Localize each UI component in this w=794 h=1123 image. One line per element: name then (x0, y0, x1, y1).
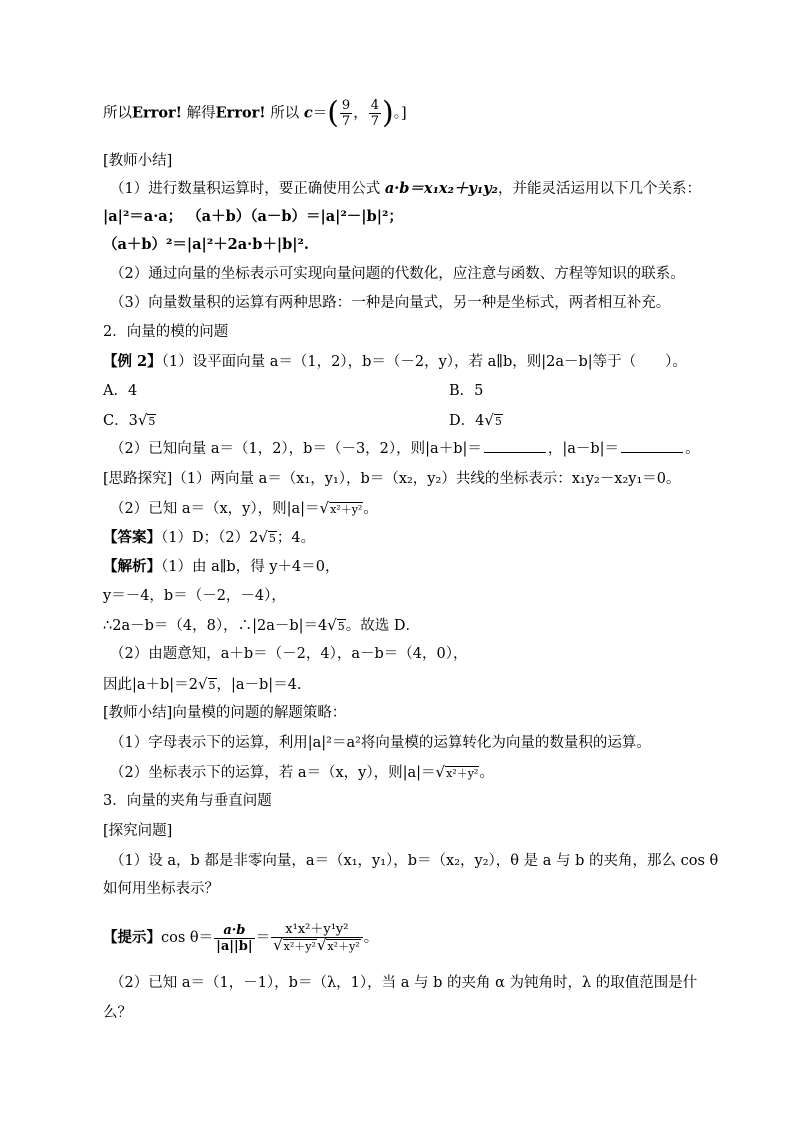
text: ；4。 (276, 530, 316, 546)
sqrt: √5 (484, 411, 502, 429)
section-heading-3: 3．向量的夹角与垂直问题 (103, 793, 272, 809)
answer-blank (484, 440, 546, 453)
text: （1）进行数量积运算时，要正确使用公式 (110, 181, 385, 197)
text: [思路探究]（1）两向量 a＝（x₁，y₁），b＝（x₂，y₂）共线的坐标表示：x₁y₂－x₂y₁＝0。 (103, 471, 681, 487)
summary-item-1 (110, 179, 701, 199)
text: ∴2a－b＝（4，8），∴|2a－b|＝4 (103, 618, 328, 634)
explore-question-2-cont: 么？ (103, 1005, 132, 1021)
error-text: Error! (132, 104, 183, 122)
text: （1）由 a∥b，得 y＋4＝0， (161, 559, 340, 575)
hint-tag: 【提示】 (103, 929, 161, 946)
teacher-summary-2: [教师小结]向量模的问题的解题策略： (103, 705, 347, 721)
summary-relation-2 (103, 235, 309, 255)
option-b: B．5 (449, 383, 484, 399)
analysis-line-3 (103, 615, 420, 637)
explore-question-1: （1）设 a，b 都是非零向量，a＝（x₁，y₁），b＝（x₂，y₂），θ 是 a 与 b 的夹角，那么 cos θ (110, 853, 719, 869)
summary-item-3: （3）向量数量积的运算有两种思路：一种是向量式，另一种是坐标式，两者相互补充。 (110, 295, 671, 311)
text: （1）设平面向量 a＝（1，2），b＝（－2，y），若 a∥b，则|2a－b|等于（ ）。 (161, 354, 687, 370)
example-2-question-1 (103, 352, 687, 372)
vector-c: c (303, 104, 313, 122)
strategy-1: （1）字母表示下的运算，利用|a|²＝a²将向量模的运算转化为向量的数量积的运算。 (110, 735, 651, 751)
text: 。 (363, 930, 379, 946)
sqrt: √5 (258, 528, 276, 546)
sqrt: √5 (197, 675, 216, 693)
options-row-1 (103, 381, 484, 401)
option-d: D．4√5 (449, 410, 503, 432)
equals: ＝ (255, 930, 271, 946)
explore-question-heading: [探究问题] (103, 823, 173, 839)
fraction: $\frac{4}{7}$ (370, 98, 379, 129)
options-row-2 (103, 410, 502, 432)
text: 。 (685, 441, 700, 457)
fraction: $\frac{9}{7}$ (341, 98, 351, 129)
teacher-summary-heading: [教师小结] (103, 153, 173, 169)
text: （2）坐标表示下的运算，若 a＝（x，y），则|a|＝ (110, 765, 436, 781)
formula: a·b＝x₁x₂＋y₁y₂ (384, 180, 498, 197)
summary-item-2: （2）通过向量的坐标表示可实现向量问题的代数化，应注意与函数、方程等知识的联系。 (110, 266, 685, 282)
fraction: $\frac{\text{x¹x²＋y¹y²}}{\text{√x²＋y²√x²＋y²}}$ (271, 922, 363, 954)
modulus-formula (110, 498, 378, 520)
summary-relation-1 (103, 207, 403, 227)
example-2-question-2 (110, 439, 700, 459)
comma: ， (353, 105, 368, 122)
sqrt: √x²＋y² (435, 763, 479, 781)
option-a: A．4 (103, 383, 138, 399)
analysis-line-2: y＝－4，b＝（－2，－4）， (103, 588, 286, 604)
text: ，|a－b|＝4. (216, 677, 302, 693)
text: 解得 (182, 105, 216, 122)
formula: （a＋b）²＝|a|²＋2a·b＋|b|². (103, 236, 309, 253)
text: 所以 (103, 105, 132, 122)
analysis-line-1 (103, 557, 339, 577)
formula: |a|²＝a·a； （a＋b）（a－b）＝|a|²－|b|²； (103, 208, 403, 225)
error-text: Error! (215, 104, 266, 122)
line-conclusion (103, 95, 407, 131)
text: cos θ＝ (161, 930, 214, 946)
option-c: C．3√5 (103, 413, 156, 429)
text: 所以 (265, 105, 304, 122)
sqrt: √x²＋y² (319, 499, 363, 517)
sqrt: √5 (137, 411, 156, 429)
left-paren: ( (327, 95, 339, 131)
text: （2）已知 a＝（x，y），则|a|＝ (110, 501, 320, 517)
answer-tag: 【答案】 (103, 529, 161, 546)
answer-blank (621, 440, 683, 453)
analysis-tag: 【解析】 (103, 558, 161, 575)
text: 。故选 D． (345, 618, 421, 634)
answer-line (103, 527, 315, 549)
text: 因此|a＋b|＝2 (103, 677, 198, 693)
explore-question-2: （2）已知 a＝（1，－1），b＝（λ，1），当 a 与 b 的夹角 α 为钝角时，λ 的取值范围是什 (110, 975, 698, 991)
sqrt: √5 (327, 616, 345, 634)
section-heading-2: 2．向量的模的问题 (103, 324, 229, 340)
text: 。 (479, 765, 494, 781)
hint-line (103, 922, 378, 954)
text: （1）D；（2）2 (161, 530, 259, 546)
text: 。] (393, 105, 407, 122)
thinking-exploration (103, 469, 681, 489)
right-paren: ) (381, 95, 394, 131)
analysis-line-4: （2）由题意知，a＋b＝（－2，4），a－b＝（4，0）， (110, 646, 468, 662)
text: （2）已知向量 a＝（1，2），b＝（－3，2），则|a＋b|＝ (110, 441, 482, 457)
text: ，并能灵活运用以下几个关系： (497, 181, 701, 197)
analysis-line-5 (103, 674, 302, 696)
equals: ＝ (312, 105, 328, 122)
text: 。 (363, 501, 378, 517)
strategy-2 (110, 762, 494, 784)
text: ，|a－b|＝ (547, 441, 620, 457)
example-tag: 【例 2】 (103, 353, 162, 370)
fraction: $\frac{a\cdot b}{|a||b|}$ (216, 922, 253, 954)
explore-question-1-cont: 如何用坐标表示？ (103, 881, 219, 897)
